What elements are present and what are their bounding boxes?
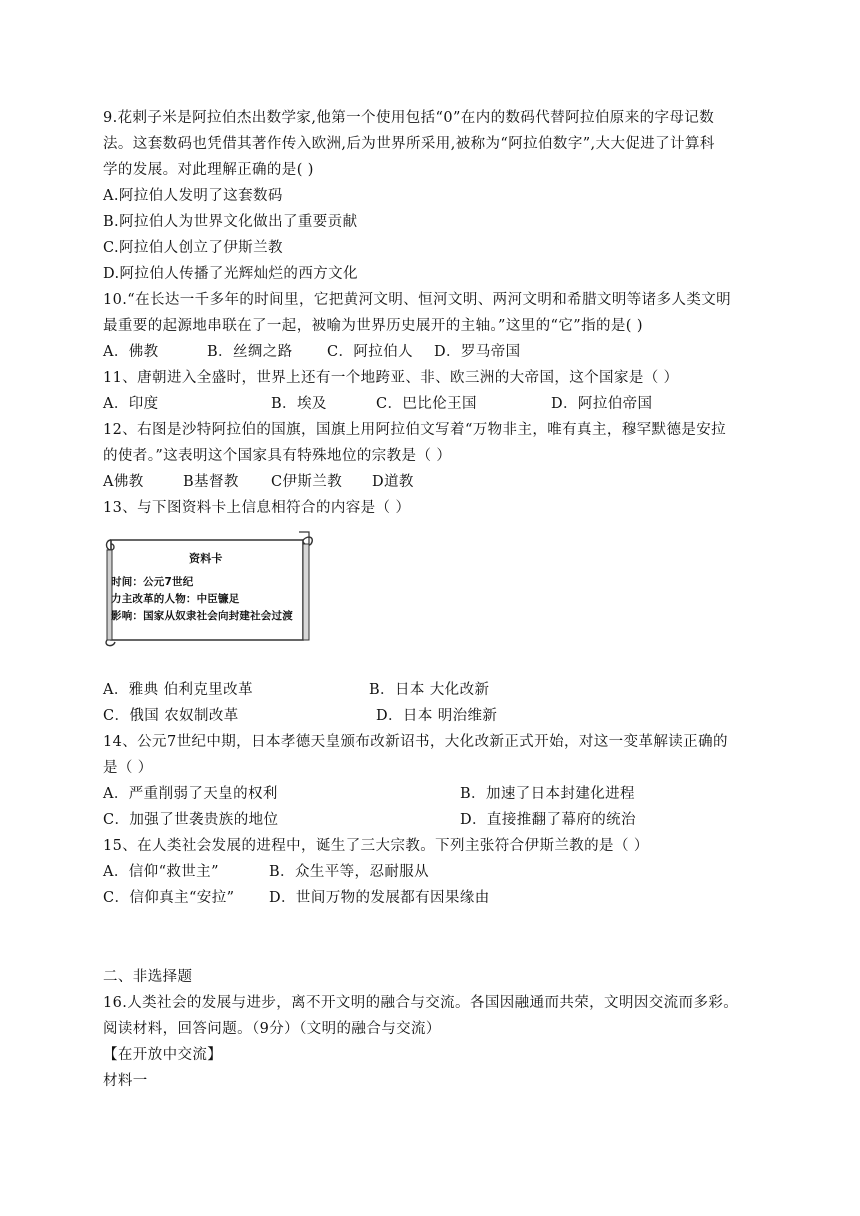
q13-stem: 13、与下图资料卡上信息相符合的内容是（ ）	[103, 500, 411, 516]
q10-option-d: D．罗马帝国	[434, 344, 521, 360]
q9-stem-line-1: 9.花剌子米是阿拉伯杰出数学家,他第一个使用包括“0”在内的数码代替阿拉伯原来的字母记数	[103, 110, 715, 126]
q12-stem-line-2: 的使者。”这表明这个国家具有特殊地位的宗教是（ ）	[103, 448, 452, 464]
q15-option-b: B．众生平等，忍耐服从	[269, 864, 430, 880]
q11-stem: 11、唐朝进入全盛时，世界上还有一个地跨亚、非、欧三洲的大帝国，这个国家是（ ）	[103, 370, 679, 386]
subsection-heading: 【在开放中交流】	[103, 1047, 223, 1063]
q15-option-d: D．世间万物的发展都有因果缘由	[269, 890, 490, 906]
q12-option-a: A佛教	[103, 474, 144, 490]
q12-option-d: D道教	[372, 474, 414, 490]
q10-stem-line-2: 最重要的起源地串联在了一起，被喻为世界历史展开的主轴。”这里的“它”指的是( )	[103, 318, 643, 334]
q15-stem: 15、在人类社会发展的进程中，诞生了三大宗教。下列主张符合伊斯兰教的是（ ）	[103, 838, 649, 854]
q11-option-c: C．巴比伦王国	[376, 396, 477, 412]
q14-option-b: B．加速了日本封建化进程	[460, 786, 635, 802]
q14-stem-line-2: 是（ ）	[103, 760, 153, 776]
q12-option-b: B基督教	[183, 474, 239, 490]
q11-option-a: A．印度	[103, 396, 159, 412]
q9-stem-line-2: 法。这套数码也凭借其著作传入欧洲,后为世界所采用,被称为“阿拉伯数字”,大大促进了计算科	[103, 136, 715, 152]
info-card-title: 资料卡	[189, 552, 223, 565]
q16-stem-line-2: 阅读材料，回答问题。（9分）（文明的融合与交流）	[103, 1021, 441, 1037]
q14-stem-line-1: 14、公元7世纪中期，日本孝德天皇颁布改新诏书，大化改新正式开始，对这一变革解读正确的	[103, 734, 728, 750]
q13-option-b: B．日本 大化改新	[369, 682, 490, 698]
q11-option-d: D．阿拉伯帝国	[551, 396, 653, 412]
q15-option-a: A．信仰“救世主”	[103, 864, 219, 880]
q9-option-b: B.阿拉伯人为世界文化做出了重要贡献	[103, 214, 358, 230]
q10-stem-line-1: 10.“在长达一千多年的时间里，它把黄河文明、恒河文明、两河文明和希腊文明等诸多人类文明	[103, 292, 732, 308]
q9-option-a: A.阿拉伯人发明了这套数码	[103, 188, 283, 204]
q10-option-c: C．阿拉伯人	[327, 344, 413, 360]
q15-option-c: C．信仰真主“安拉”	[103, 890, 235, 906]
q9-stem-line-3: 学的发展。对此理解正确的是( )	[103, 162, 314, 178]
section-heading: 二、非选择题	[103, 969, 193, 985]
q13-option-d: D．日本 明治维新	[376, 708, 498, 724]
q11-option-b: B．埃及	[271, 396, 327, 412]
q13-option-c: C．俄国 农奴制改革	[103, 708, 239, 724]
q12-option-c: C伊斯兰教	[271, 474, 343, 490]
q12-stem-line-1: 12、右图是沙特阿拉伯的国旗，国旗上用阿拉伯文写着“万物非主，唯有真主，穆罕默德是安拉	[103, 422, 727, 438]
q16-stem-line-1: 16.人类社会的发展与进步，离不开文明的融合与交流。各国因融通而共荣，文明因交流而多彩。	[103, 995, 739, 1011]
info-card-scroll	[103, 528, 315, 648]
q14-option-c: C．加强了世袭贵族的地位	[103, 812, 279, 828]
q9-option-d: D.阿拉伯人传播了光辉灿烂的西方文化	[103, 266, 358, 282]
q14-option-d: D．直接推翻了幕府的统治	[460, 812, 636, 828]
q9-option-c: C.阿拉伯人创立了伊斯兰教	[103, 240, 283, 256]
q13-option-a: A．雅典 伯利克里改革	[103, 682, 253, 698]
q10-option-a: A．佛教	[103, 344, 159, 360]
info-card-impact: 影响：国家从奴隶社会向封建社会过渡	[111, 610, 293, 622]
q10-option-b: B．丝绸之路	[207, 344, 293, 360]
material-label: 材料一	[103, 1073, 148, 1089]
info-card-person: 力主改革的人物：中臣镰足	[111, 593, 240, 605]
q14-option-a: A．严重削弱了天皇的权利	[103, 786, 278, 802]
info-card-time: 时间：公元7世纪	[111, 576, 194, 588]
